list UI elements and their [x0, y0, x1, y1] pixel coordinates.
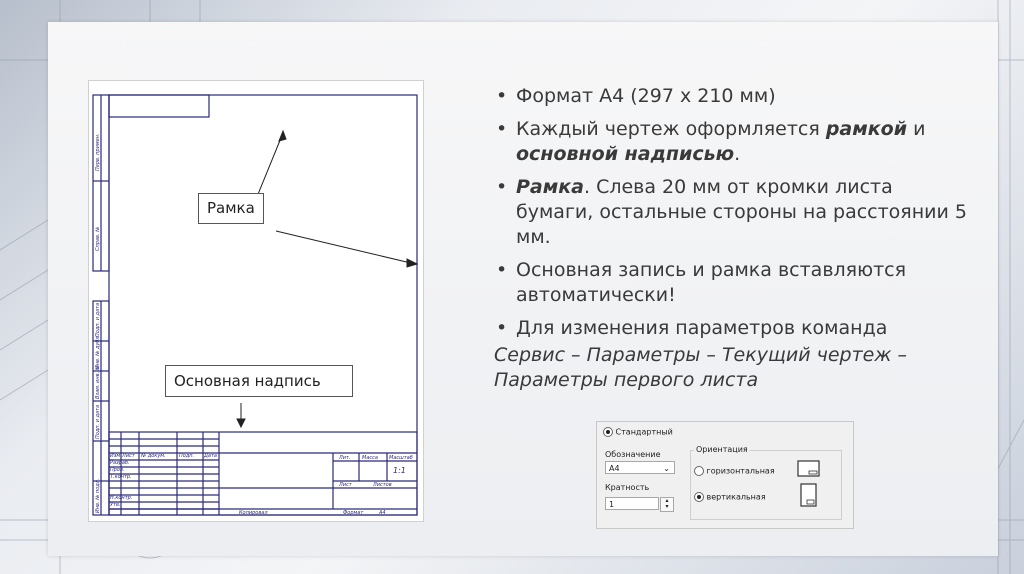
tb-row-checker: Пров.: [110, 467, 125, 473]
multiplicity-value: 1: [609, 500, 615, 509]
horizontal-label: горизонтальная: [706, 466, 775, 476]
tb-mass: Масса: [362, 455, 378, 461]
tb-format: Формат: [343, 510, 364, 516]
vertical-label: вертикальная: [706, 492, 766, 502]
side-label-ref-no: Справ. №: [95, 226, 101, 251]
multiplicity-label: Кратность: [605, 483, 650, 492]
a4-drawing-sheet: [88, 80, 424, 522]
bullet-format: • Формат А4 (297 х 210 мм): [494, 84, 974, 109]
tb-copied: Копировал: [239, 510, 268, 516]
tb-scale: Масштаб: [389, 455, 413, 461]
tb-header-sign: Подп.: [179, 453, 195, 459]
slide: [48, 22, 998, 556]
designation-label: Обозначение: [605, 450, 661, 459]
multiplicity-stepper[interactable]: ▴ ▾: [660, 497, 674, 512]
tb-sheet: Лист: [339, 482, 352, 488]
orientation-label: Ориентация: [696, 445, 748, 454]
side-label-first-use: Перв. примен.: [95, 133, 101, 171]
vertical-radio-row[interactable]: [694, 492, 766, 502]
tb-row-tech-control: Т.контр.: [110, 474, 132, 480]
side-label-orig-inv: Инв. № подл.: [95, 478, 101, 513]
bullet-frame-and-title: • Каждый чертеж оформляется рамкой и основной надписью.: [494, 117, 974, 167]
tb-format-value: A4: [379, 510, 386, 516]
multiplicity-input[interactable]: [605, 497, 659, 510]
tb-header-date: Дата: [204, 453, 217, 459]
side-label-sign-date-1: Подп. и дата: [95, 302, 101, 337]
horizontal-radio[interactable]: [694, 466, 704, 476]
side-label-sign-date-2: Подп. и дата: [95, 404, 101, 439]
tb-scale-value: 1:1: [393, 466, 406, 475]
sheet-format-dialog: [596, 421, 854, 529]
chevron-down-icon: ⌄: [663, 464, 670, 473]
standard-radio[interactable]: [603, 427, 613, 437]
side-label-repl-inv: Взам. инв. №: [95, 365, 101, 399]
designation-select[interactable]: [605, 461, 675, 474]
frame-callout: Рамка: [198, 193, 264, 224]
tb-sheets: Листов: [373, 482, 392, 488]
tb-row-developer: Разраб.: [110, 460, 130, 466]
vertical-radio[interactable]: [694, 492, 704, 502]
bullet-frame-margins: • Рамка. Слева 20 мм от кромки листа бумаги, остальные стороны на расстоянии 5 мм.: [494, 175, 974, 250]
side-label-dup-inv: Инв. № дубл.: [95, 334, 101, 369]
tb-header-doc: № докум.: [141, 453, 166, 459]
tb-row-norm-control: Н.контр.: [110, 495, 133, 501]
bullet-change-params: • Для изменения параметров команда: [494, 316, 974, 341]
bullet-auto-insert: • Основная запись и рамка вставляются автоматически!: [494, 258, 974, 308]
tb-lit: Лит.: [339, 455, 351, 461]
drawing-frame: [89, 81, 423, 521]
tb-header-izm: Изм.: [110, 453, 122, 459]
title-block-callout: Основная надпись: [165, 365, 353, 397]
standard-radio-row[interactable]: [603, 427, 673, 437]
standard-label: Стандартный: [615, 427, 673, 437]
arrow-to-right-frame: [276, 231, 415, 264]
portrait-page-icon: [800, 483, 818, 509]
tb-header-list: Лист: [122, 453, 135, 459]
landscape-page-icon: [797, 459, 821, 479]
bullet-list: [494, 84, 974, 393]
menu-path-note: Сервис – Параметры – Текущий чертеж – Параметры первого листа: [494, 344, 907, 391]
horizontal-radio-row[interactable]: [694, 466, 775, 476]
designation-value: A4: [609, 464, 620, 473]
tb-row-approved: Утв.: [110, 502, 121, 508]
